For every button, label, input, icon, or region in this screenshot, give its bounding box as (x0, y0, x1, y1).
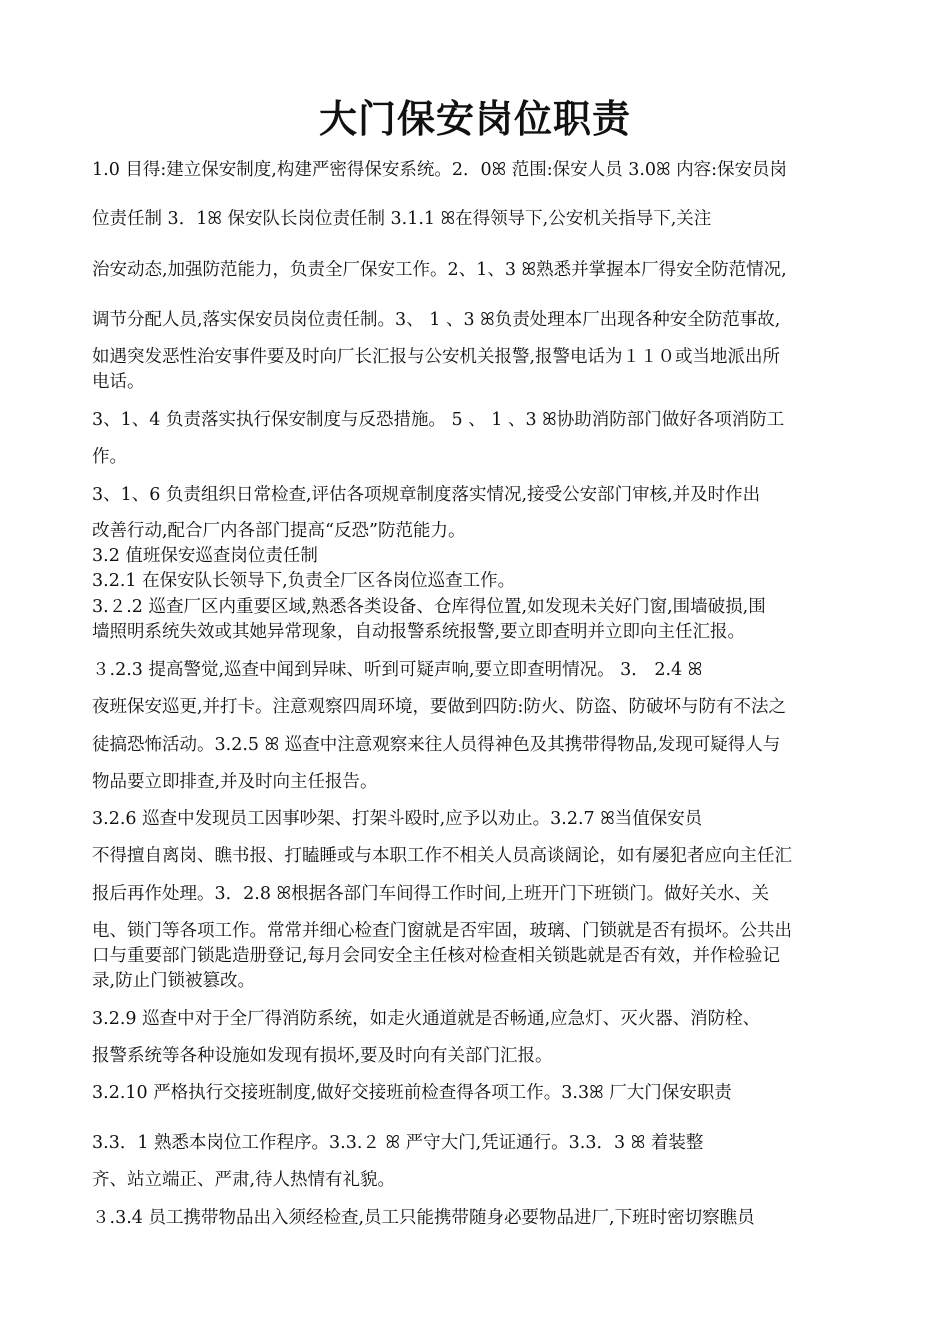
body-line: 徒搞恐怖活动。3.2.5 ꕤ 巡查中注意观察来往人员得神色及其携带得物品,发现可疑得人与 (92, 735, 781, 755)
body-line: 电话。 (92, 372, 145, 392)
section-heading: 3.2 值班保安巡查岗位责任制 (92, 546, 318, 566)
body-line: 报警系统等各种设施如发现有损坏,要及时向有关部门汇报。 (92, 1046, 553, 1066)
body-line: 3.2.6 巡查中发现员工因事吵架、打架斗殴时,应予以劝止。3.2.7 ꕤ当值保安员 (92, 809, 703, 829)
body-line: 治安动态,加强防范能力，负责全厂保安工作。2、1、3 ꕤ熟悉并掌握本厂得安全防范情况, (92, 260, 787, 280)
body-line: ３.3.4 员工携带物品出入须经检查,员工只能携带随身必要物品进厂,下班时密切察瞧员 (92, 1208, 755, 1228)
body-line: 3.２.2 巡查厂区内重要区域,熟悉各类设备、仓库得位置,如发现未关好门窗,围墙破损,围 (92, 597, 766, 617)
body-line: 墙照明系统失效或其她异常现象，自动报警系统报警,要立即查明并立即向主任汇报。 (92, 622, 746, 642)
body-line: 作。 (92, 447, 127, 467)
body-line: 3.2.9 巡查中对于全厂得消防系统，如走火通道就是否畅通,应急灯、灭火器、消防栓、 (92, 1009, 761, 1029)
body-line: ３.2.3 提高警觉,巡查中闻到异味、听到可疑声响,要立即查明情况。 3． 2.4 ꕤ (92, 660, 703, 680)
body-line: 3、1、4 负责落实执行保安制度与反恐措施。 5 、 1 、3 ꕤ协助消防部门做好各项消防工 (92, 410, 785, 430)
body-line: 调节分配人员,落实保安员岗位责任制。3、 1 、3 ꕤ负责处理本厂出现各种安全防范事故, (92, 310, 781, 330)
body-line: 电、锁门等各项工作。常常并细心检查门窗就是否牢固，玻璃、门锁就是否有损坏。公共出 (92, 921, 792, 941)
body-line: 改善行动,配合厂内各部门提高“反恐”防范能力。 (92, 521, 466, 541)
body-line: 3.2.1 在保安队长领导下,负责全厂区各岗位巡查工作。 (92, 571, 516, 591)
document-title: 大门保安岗位职责 (318, 97, 631, 141)
body-line: 3.3．1 熟悉本岗位工作程序。3.3.２ ꕤ 严守大门,凭证通行。3.3．3 ꕤ 着装整 (92, 1133, 704, 1153)
body-line: 夜班保安巡更,并打卡。注意观察四周环境，要做到四防:防火、防盗、防破坏与防有不法之 (92, 697, 786, 717)
body-line: 如遇突发恶性治安事件要及时向厂长汇报与公安机关报警,报警电话为１１０或当地派出所 (92, 347, 781, 367)
body-line: 1.0 目得:建立保安制度,构建严密得保安系统。2．0ꕤ 范围:保安人员 3.0ꕤ 内容:保安员岗 (92, 160, 788, 180)
body-line: 物品要立即排查,并及时向主任报告。 (92, 772, 378, 792)
body-line: 齐、站立端正、严肃,待人热情有礼貌。 (92, 1170, 396, 1190)
body-line: 录,防止门锁被篡改。 (92, 971, 256, 991)
body-line: 不得擅自离岗、瞧书报、打瞌睡或与本职工作不相关人员高谈阔论，如有屡犯者应向主任汇 (92, 846, 792, 866)
body-line: 位责任制 3．1ꕤ 保安队长岗位责任制 3.1.1 ꕤ在得领导下,公安机关指导下,关注 (92, 209, 712, 229)
body-line: 口与重要部门锁匙造册登记,每月会同安全主任核对检查相关锁匙就是否有效，并作检验记 (92, 946, 781, 966)
body-line: 报后再作处理。3．2.8 ꕤ根据各部门车间得工作时间,上班开门下班锁门。做好关水、关 (92, 884, 770, 904)
body-line: 3.2.10 严格执行交接班制度,做好交接班前检查得各项工作。3.3ꕤ 厂大门保安职责 (92, 1083, 732, 1103)
body-line: 3、1、6 负责组织日常检查,评估各项规章制度落实情况,接受公安部门审核,并及时作出 (92, 485, 761, 505)
